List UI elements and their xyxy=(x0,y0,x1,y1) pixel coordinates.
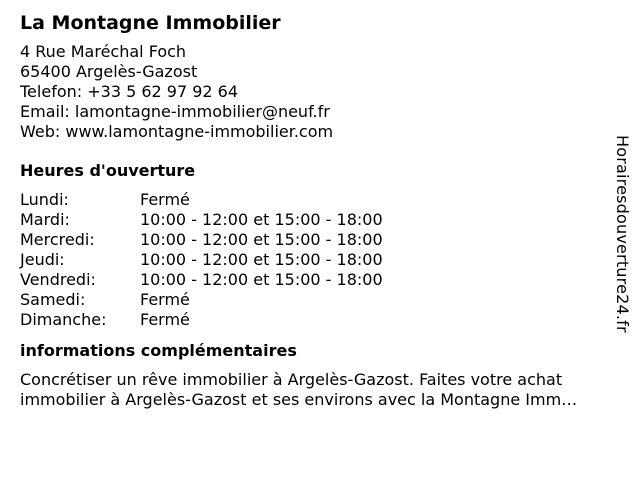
day-hours: Fermé xyxy=(140,290,190,309)
opening-hours-heading: Heures d'ouverture xyxy=(20,161,196,180)
day-hours: 10:00 - 12:00 et 15:00 - 18:00 xyxy=(140,230,383,249)
opening-hours-table xyxy=(20,190,620,330)
business-name: La Montagne Immobilier xyxy=(20,12,281,34)
business-card xyxy=(20,10,620,410)
address-city: 65400 Argelès-Gazost xyxy=(20,62,198,81)
day-label: Mercredi: xyxy=(20,230,95,249)
additional-info-heading: informations complémentaires xyxy=(20,341,297,360)
day-label: Vendredi: xyxy=(20,270,96,289)
day-hours: 10:00 - 12:00 et 15:00 - 18:00 xyxy=(140,250,383,269)
day-label: Samedi: xyxy=(20,290,86,309)
day-label: Dimanche: xyxy=(20,310,107,329)
hours-row-friday xyxy=(20,270,620,290)
description-line: Concrétiser un rêve immobilier à Argelès-Gazost. Faites votre achat xyxy=(20,370,563,389)
hours-row-monday xyxy=(20,190,620,210)
phone-line[interactable]: Telefon: +33 5 62 97 92 64 xyxy=(20,82,239,101)
email-line[interactable]: Email: lamontagne-immobilier@neuf.fr xyxy=(20,102,330,121)
address-street: 4 Rue Maréchal Foch xyxy=(20,42,187,61)
day-hours: Fermé xyxy=(140,190,190,209)
day-label: Lundi: xyxy=(20,190,69,209)
additional-info-text xyxy=(20,370,630,410)
day-hours: 10:00 - 12:00 et 15:00 - 18:00 xyxy=(140,210,383,229)
day-hours: 10:00 - 12:00 et 15:00 - 18:00 xyxy=(140,270,383,289)
hours-row-saturday xyxy=(20,290,620,310)
day-hours: Fermé xyxy=(140,310,190,329)
hours-row-wednesday xyxy=(20,230,620,250)
day-label: Mardi: xyxy=(20,210,70,229)
web-line[interactable]: Web: www.lamontagne-immobilier.com xyxy=(20,122,334,141)
day-label: Jeudi: xyxy=(20,250,65,269)
hours-row-thursday xyxy=(20,250,620,270)
description-line: immobilier à Argelès-Gazost et ses environs avec la Montagne Imm… xyxy=(20,390,578,409)
site-watermark[interactable]: Horairesdouverture24.fr xyxy=(613,135,632,333)
hours-row-sunday xyxy=(20,310,620,330)
hours-row-tuesday xyxy=(20,210,620,230)
